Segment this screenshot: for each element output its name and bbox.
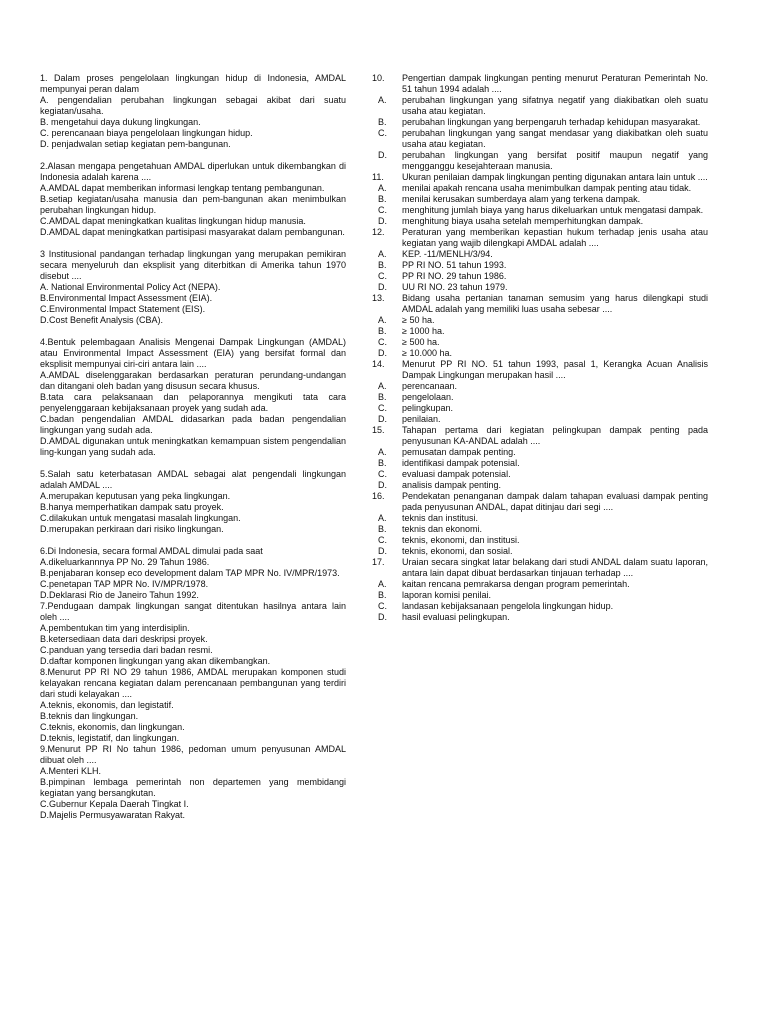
question-text: Menurut PP RI NO. 51 tahun 1993, pasal 1, Kerangka Acuan Analisis Dampak Lingkungan merupakan hasil .... — [402, 359, 708, 380]
answer-option: C.dilakukan untuk mengatasi masalah lingkungan. — [40, 513, 241, 523]
answer-option — [372, 447, 708, 458]
question-text: 2.Alasan mengapa pengetahuan AMDAL diperlukan untuk dikembangkan di Indonesia adalah karena .... — [40, 161, 346, 182]
option-letter: C. — [378, 205, 387, 215]
option-letter: D. — [378, 546, 387, 556]
answer-option — [372, 590, 708, 601]
option-letter: B. — [378, 392, 387, 402]
answer-option: D.Cost Benefit Analysis (CBA). — [40, 315, 164, 325]
question-text: 5.Salah satu keterbatasan AMDAL sebagai alat pengendali lingkungan adalah AMDAL .... — [40, 469, 346, 490]
answer-option: A.merupakan keputusan yang peka lingkungan. — [40, 491, 231, 501]
answer-option: C.teknis, ekonomis, dan lingkungan. — [40, 722, 185, 732]
option-letter: C. — [378, 601, 387, 611]
option-letter: D. — [378, 348, 387, 358]
option-letter: D. — [378, 150, 387, 160]
answer-option — [372, 546, 708, 557]
option-text: pengelolaan. — [402, 392, 454, 402]
question-6 — [40, 546, 346, 601]
answer-option — [372, 414, 708, 425]
answer-option: B.ketersediaan data dari deskripsi proyek. — [40, 634, 208, 644]
answer-option: B.tata cara pelaksanaan dan pelaporannya mengikuti tata cara penyelenggaraan kebijaksanaan proyek yang sudah ada. — [40, 392, 346, 413]
answer-option — [372, 458, 708, 469]
answer-option — [372, 579, 708, 590]
option-letter: C. — [378, 469, 387, 479]
option-letter: B. — [378, 524, 387, 534]
answer-option: D.merupakan perkiraan dari risiko lingkungan. — [40, 524, 224, 534]
answer-option: C.AMDAL dapat meningkatkan kualitas lingkungan hidup manusia. — [40, 216, 306, 226]
option-text: evaluasi dampak potensial. — [402, 469, 511, 479]
answer-option: C.Gubernur Kepala Daerah Tingkat I. — [40, 799, 189, 809]
option-letter: C. — [378, 337, 387, 347]
question-text: 6.Di Indonesia, secara formal AMDAL dimulai pada saat — [40, 546, 263, 556]
answer-option — [372, 513, 708, 524]
option-text: ≥ 50 ha. — [402, 315, 435, 325]
question-text: Ukuran penilaian dampak lingkungan penting digunakan antara lain untuk .... — [402, 172, 708, 182]
option-text: perencanaan. — [402, 381, 458, 391]
option-text: penilaian. — [402, 414, 441, 424]
option-letter: D. — [378, 282, 387, 292]
question-text: 8.Menurut PP RI NO 29 tahun 1986, AMDAL merupakan komponen studi kelayakan rencana kegiatan dalam perencanaan pembangunan yang terdiri dari studi kelayakan .... — [40, 667, 346, 699]
option-letter: A. — [378, 183, 387, 193]
option-text: menilai apakah rencana usaha menimbulkan dampak penting atau tidak. — [402, 183, 692, 193]
answer-option: A.AMDAL dapat memberikan informasi lengkap tentang pembangunan. — [40, 183, 325, 193]
option-text: pelingkupan. — [402, 403, 454, 413]
option-text: teknis dan institusi. — [402, 513, 479, 523]
answer-option: C.panduan yang tersedia dari badan resmi. — [40, 645, 213, 655]
option-text: laporan komisi penilai. — [402, 590, 492, 600]
answer-option: B.Environmental Impact Assessment (EIA). — [40, 293, 213, 303]
answer-option: A.dikeluarkannnya PP No. 29 Tahun 1986. — [40, 557, 210, 567]
answer-option: C.Environmental Impact Statement (EIS). — [40, 304, 206, 314]
question-text: Tahapan pertama dari kegiatan pelingkupan dampak penting pada penyusunan KA-ANDAL adalah .... — [402, 425, 708, 446]
question-text: Pendekatan penanganan dampak dalam tahapan evaluasi dampak penting pada penyusunan ANDAL, dapat ditinjau dari segi .... — [402, 491, 708, 512]
question-12 — [372, 227, 708, 293]
answer-option — [372, 337, 708, 348]
option-letter: A. — [378, 249, 387, 259]
question-number: 10. — [372, 73, 385, 83]
option-text: pemusatan dampak penting. — [402, 447, 516, 457]
option-text: perubahan lingkungan yang bersifat positif maupun negatif yang mengganggu kesejahteraan manusia. — [402, 150, 708, 171]
question-14 — [372, 359, 708, 425]
option-text: teknis dan ekonomi. — [402, 524, 483, 534]
answer-option — [372, 117, 708, 128]
question-text: Uraian secara singkat latar belakang dari studi ANDAL dalam suatu laporan, antara lain dapat dibuat berdasarkan tinjauan terhadap .... — [402, 557, 708, 578]
answer-option: C.penetapan TAP MPR No. IV/MPR/1978. — [40, 579, 209, 589]
answer-option: C. perencanaan biaya pengelolaan lingkungan hidup. — [40, 128, 253, 138]
answer-option — [372, 348, 708, 359]
option-letter: B. — [378, 590, 387, 600]
answer-option: D.teknis, legistatif, dan lingkungan. — [40, 733, 180, 743]
answer-option — [372, 150, 708, 172]
answer-option: D. penjadwalan setiap kegiatan pem-bangunan. — [40, 139, 231, 149]
question-number: 12. — [372, 227, 385, 237]
answer-option — [372, 128, 708, 150]
question-text: Peraturan yang memberikan kepastian hukum terhadap jenis usaha atau kegiatan yang wajib dilengkapi AMDAL adalah .... — [402, 227, 708, 248]
answer-option — [372, 260, 708, 271]
option-letter: C. — [378, 271, 387, 281]
option-letter: B. — [378, 326, 387, 336]
option-text: perubahan lingkungan yang berpengaruh terhadap kehidupan masyarakat. — [402, 117, 701, 127]
answer-option — [372, 205, 708, 216]
answer-option: D.AMDAL dapat meningkatkan partisipasi masyarakat dalam pembangunan. — [40, 227, 345, 237]
answer-option — [372, 392, 708, 403]
answer-option: B.penjabaran konsep eco development dalam TAP MPR No. IV/MPR/1973. — [40, 568, 340, 578]
option-letter: A. — [378, 513, 387, 523]
right-column — [372, 73, 708, 623]
option-letter: A. — [378, 579, 387, 589]
option-text: ≥ 1000 ha. — [402, 326, 445, 336]
option-text: PP RI NO. 29 tahun 1986. — [402, 271, 507, 281]
option-letter: C. — [378, 535, 387, 545]
answer-option: D.Majelis Permusyawaratan Rakyat. — [40, 810, 186, 820]
question-text: 3 Institusional pandangan terhadap lingkungan yang merupakan pemikiran secara menyeluruh dan eksplisit yang diterbitkan di Amerika tahun 1970 disebut .... — [40, 249, 346, 281]
answer-option: A.pembentukan tim yang interdisiplin. — [40, 623, 190, 633]
option-letter: D. — [378, 480, 387, 490]
answer-option: B.hanya memperhatikan dampak satu proyek. — [40, 502, 224, 512]
option-letter: D. — [378, 216, 387, 226]
option-text: analisis dampak penting. — [402, 480, 502, 490]
option-letter: A. — [378, 315, 387, 325]
answer-option — [372, 480, 708, 491]
question-text: 7.Pendugaan dampak lingkungan sangat ditentukan hasilnya antara lain oleh .... — [40, 601, 346, 622]
answer-option — [372, 315, 708, 326]
option-text: menghitung biaya usaha setelah memperhitungkan dampak. — [402, 216, 644, 226]
option-text: KEP. -11/MENLH/3/94. — [402, 249, 493, 259]
question-9 — [40, 744, 346, 821]
answer-option — [372, 271, 708, 282]
answer-option: C.badan pengendalian AMDAL didasarkan pada badan pengendalian lingkungan yang sudah ada. — [40, 414, 346, 435]
question-3 — [40, 249, 346, 326]
question-13 — [372, 293, 708, 359]
option-letter: A. — [378, 95, 387, 105]
question-number: 11. — [372, 172, 384, 182]
question-7 — [40, 601, 346, 667]
option-text: teknis, ekonomi, dan sosial. — [402, 546, 513, 556]
answer-option: A.AMDAL diselenggarakan berdasarkan peraturan perundang-undangan dan ditangani oleh badan yang disusun secara khusus. — [40, 370, 346, 391]
option-text: landasan kebijaksanaan pengelola lingkungan hidup. — [402, 601, 614, 611]
option-text: perubahan lingkungan yang sifatnya negatif yang diakibatkan oleh suatu usaha atau kegiatan. — [402, 95, 708, 116]
answer-option: D.daftar komponen lingkungan yang akan dikembangkan. — [40, 656, 271, 666]
option-text: UU RI NO. 23 tahun 1979. — [402, 282, 508, 292]
question-4 — [40, 337, 346, 458]
option-text: hasil evaluasi pelingkupan. — [402, 612, 510, 622]
question-number: 16. — [372, 491, 385, 501]
answer-option — [372, 326, 708, 337]
option-text: menilai kerusakan sumberdaya alam yang terkena dampak. — [402, 194, 641, 204]
option-letter: B. — [378, 194, 387, 204]
option-letter: C. — [378, 128, 387, 138]
option-letter: D. — [378, 612, 387, 622]
question-text: Pengertian dampak lingkungan penting menurut Peraturan Pemerintah No. 51 tahun 1994 adalah .... — [402, 73, 708, 94]
question-5 — [40, 469, 346, 535]
option-text: PP RI NO. 51 tahun 1993. — [402, 260, 507, 270]
question-text: 9.Menurut PP RI No tahun 1986, pedoman umum penyusunan AMDAL dibuat oleh .... — [40, 744, 346, 765]
option-letter: B. — [378, 260, 387, 270]
question-10 — [372, 73, 708, 172]
answer-option — [372, 469, 708, 480]
answer-option: B.pimpinan lembaga pemerintah non departemen yang membidangi kegiatan yang bersangkutan. — [40, 777, 346, 798]
option-text: kaitan rencana pemrakarsa dengan program pemerintah. — [402, 579, 630, 589]
answer-option — [372, 249, 708, 260]
answer-option — [372, 535, 708, 546]
answer-option — [372, 524, 708, 535]
question-1 — [40, 73, 346, 150]
option-letter: A. — [378, 447, 387, 457]
question-text: 1. Dalam proses pengelolaan lingkungan hidup di Indonesia, AMDAL mempunyai peran dalam — [40, 73, 346, 94]
option-letter: B. — [378, 117, 387, 127]
question-15 — [372, 425, 708, 491]
option-letter: B. — [378, 458, 387, 468]
option-letter: C. — [378, 403, 387, 413]
option-text: teknis, ekonomi, dan institusi. — [402, 535, 520, 545]
answer-option: A.teknis, ekonomis, dan legistatif. — [40, 700, 174, 710]
option-text: ≥ 10.000 ha. — [402, 348, 452, 358]
option-text: perubahan lingkungan yang sangat mendasar yang diakibatkan oleh suatu usaha atau kegiatan. — [402, 128, 708, 149]
answer-option — [372, 403, 708, 414]
answer-option — [372, 95, 708, 117]
answer-option — [372, 194, 708, 205]
question-11 — [372, 172, 708, 227]
answer-option: D.Deklarasi Rio de Janeiro Tahun 1992. — [40, 590, 199, 600]
answer-option: B. mengetahui daya dukung lingkungan. — [40, 117, 201, 127]
question-8 — [40, 667, 346, 744]
question-17 — [372, 557, 708, 623]
option-text: ≥ 500 ha. — [402, 337, 440, 347]
answer-option: D.AMDAL digunakan untuk meningkatkan kemampuan sistem pengendalian ling-kungan yang sudah ada. — [40, 436, 346, 457]
answer-option — [372, 183, 708, 194]
answer-option: A. pengendalian perubahan lingkungan sebagai akibat dari suatu kegiatan/usaha. — [40, 95, 346, 116]
answer-option — [372, 282, 708, 293]
answer-option: B.teknis dan lingkungan. — [40, 711, 139, 721]
answer-option — [372, 381, 708, 392]
question-number: 17. — [372, 557, 385, 567]
option-text: menghitung jumlah biaya yang harus dikeluarkan untuk mengatasi dampak. — [402, 205, 704, 215]
question-number: 13. — [372, 293, 385, 303]
answer-option — [372, 216, 708, 227]
answer-option — [372, 612, 708, 623]
question-text: 4.Bentuk pelembagaan Analisis Mengenai Dampak Lingkungan (AMDAL) atau Environmental Impact Assessment (EIA) yang bersifat formal dan eksplisit mempunyai ciri-ciri antara lain .... — [40, 337, 346, 369]
option-letter: D. — [378, 414, 387, 424]
option-text: identifikasi dampak potensial. — [402, 458, 520, 468]
option-letter: A. — [378, 381, 387, 391]
left-column — [40, 73, 346, 832]
question-16 — [372, 491, 708, 557]
question-2 — [40, 161, 346, 238]
question-number: 14. — [372, 359, 385, 369]
answer-option: B.setiap kegiatan/usaha manusia dan pem-bangunan akan menimbulkan perubahan lingkungan hidup. — [40, 194, 346, 215]
answer-option: A. National Environmental Policy Act (NEPA). — [40, 282, 221, 292]
answer-option: A.Menteri KLH. — [40, 766, 102, 776]
question-text: Bidang usaha pertanian tanaman semusim yang harus dilengkapi studi AMDAL adalah yang memiliki luas usaha sebesar .... — [402, 293, 708, 314]
answer-option — [372, 601, 708, 612]
question-number: 15. — [372, 425, 385, 435]
